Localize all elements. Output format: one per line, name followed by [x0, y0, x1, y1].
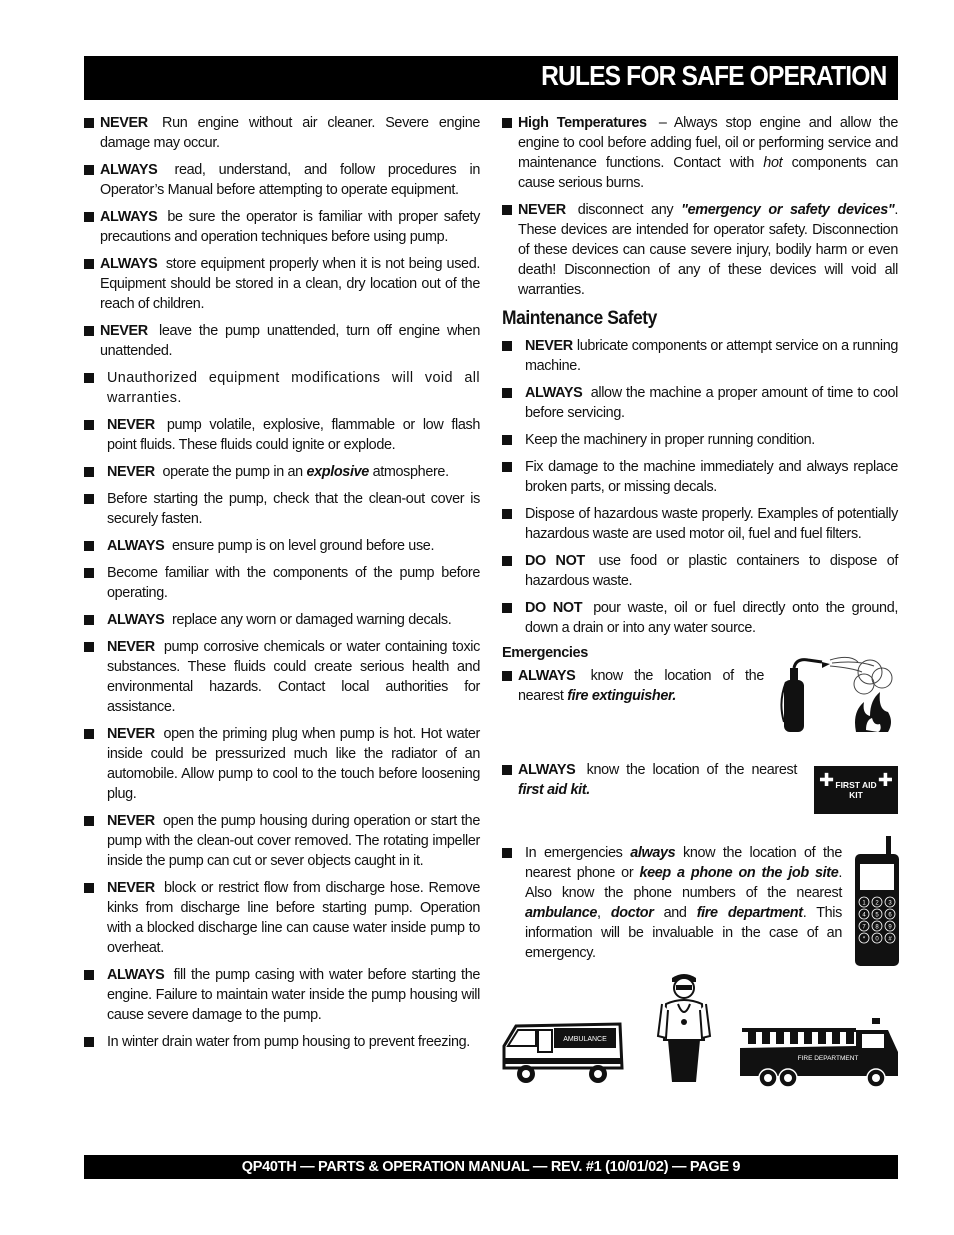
bullet-square-icon: [502, 556, 512, 566]
bullet-square-icon: [84, 212, 94, 222]
bullet-square-icon: [84, 326, 94, 336]
bullet-square-icon: [502, 671, 512, 681]
bullet-square-icon: [84, 816, 94, 826]
bullet-square-icon: [502, 848, 512, 858]
list-item: High Temperatures – Always stop engine and allow the engine to cool before adding fuel, oil or performing service and maintenance functions. Contact with hot components can cause serious burns.: [502, 113, 898, 193]
phone-key-label: 4: [862, 912, 866, 919]
ladder-rung: [790, 1032, 798, 1044]
phone-key-label: #: [888, 936, 892, 943]
list-item: ALWAYS allow the machine a proper amount of time to cool before servicing.: [502, 383, 898, 423]
bullet-square-icon: [502, 388, 512, 398]
list-item: ALWAYS ensure pump is on level ground before use.: [84, 536, 480, 556]
list-item: Fix damage to the machine immediately and always replace broken parts, or missing decals.: [502, 457, 898, 497]
list-item: NEVER block or restrict flow from discharge hose. Remove kinks from discharge line before starting pump. Operation with a blocked discharge line can cause water inside pump to overheat.: [84, 878, 480, 958]
phone-key-label: 3: [888, 900, 892, 907]
bullet-square-icon: [84, 642, 94, 652]
fire-truck-label: FIRE DEPARTMENT: [797, 1055, 859, 1062]
list-item: NEVER pump corrosive chemicals or water containing toxic substances. These fluids could create serious health and environmental hazards. Contact local authorities for assistance.: [84, 637, 480, 717]
ladder-rung: [776, 1032, 784, 1044]
list-item: ALWAYS read, understand, and follow procedures in Operator’s Manual before attempting to operate equipment.: [84, 160, 480, 200]
list-item: NEVER pump volatile, explosive, flammable or low flash point fluids. These fluids could ignite or explode.: [84, 415, 480, 455]
list-item: NEVER operate the pump in an explosive atmosphere.: [84, 462, 480, 482]
list-item: DO NOT use food or plastic containers to dispose of hazardous waste.: [502, 551, 898, 591]
extinguisher-item: ALWAYS know the location of the nearest fire extinguisher.: [502, 666, 764, 706]
maintenance-heading: Maintenance Safety: [502, 308, 657, 329]
ambulance-icon: [502, 1018, 626, 1086]
list-item: Before starting the pump, check that the clean-out cover is securely fasten.: [84, 489, 480, 529]
list-item: ALWAYS replace any worn or damaged warning decals.: [84, 610, 480, 630]
doctor-icon: [656, 970, 716, 1086]
page-title: RULES FOR SAFE OPERATION: [540, 60, 886, 91]
right-column: [502, 113, 898, 713]
phone-key-label: 0: [875, 936, 879, 943]
bullet-square-icon: [84, 165, 94, 175]
bullet-square-icon: [502, 509, 512, 519]
bullet-square-icon: [84, 420, 94, 430]
phone-key-label: 5: [875, 912, 879, 919]
bullet-square-icon: [502, 341, 512, 351]
list-item: NEVER open the priming plug when pump is hot. Hot water inside could be pressurized much like the radiator of an automobile. Allow pump to cool to the touch before loosening plug.: [84, 724, 480, 804]
bullet-square-icon: [502, 118, 512, 128]
list-item: DO NOT pour waste, oil or fuel directly onto the ground, down a drain or into any water source.: [502, 598, 898, 638]
title-bar: [84, 56, 898, 100]
bullet-square-icon: [84, 259, 94, 269]
footer: QP40TH — PARTS & OPERATION MANUAL — REV. #1 (10/01/02) — PAGE 9: [84, 1155, 898, 1179]
bullet-square-icon: [84, 118, 94, 128]
phone-item: In emergencies always know the location of the nearest phone or keep a phone on the job site. Also know the phone numbers of the nearest ambulance, doctor and fire department. This information will be invaluable in the case of an emergency.: [502, 843, 842, 963]
list-item: Dispose of hazardous waste properly. Examples of potentially hazardous waste are used motor oil, fuel and fuel filters.: [502, 504, 898, 544]
bullet-square-icon: [84, 883, 94, 893]
first-aid-item: ALWAYS know the location of the nearest first aid kit.: [502, 760, 797, 800]
bullet-square-icon: [84, 615, 94, 625]
list-item: ALWAYS fill the pump casing with water before starting the engine. Failure to maintain water inside the pump housing will cause severe damage to the pump.: [84, 965, 480, 1025]
list-item: NEVER disconnect any "emergency or safety devices". These devices are intended for operator safety. Disconnection of these devices can cause severe injury, bodily harm or even death! Disconnection of any of these devices will void all warranties.: [502, 200, 898, 300]
list-item: Unauthorized equipment modifications will void all warranties.: [84, 368, 480, 408]
ladder-rung: [762, 1032, 770, 1044]
ladder-rung: [846, 1032, 854, 1044]
phone-key-label: 2: [875, 900, 879, 907]
phone-key-label: 6: [888, 912, 892, 919]
list-item: NEVER lubricate components or attempt service on a running machine.: [502, 336, 898, 376]
phone-key-label: 9: [888, 924, 892, 931]
list-item: Become familiar with the components of the pump before operating.: [84, 563, 480, 603]
list-item: In winter drain water from pump housing to prevent freezing.: [84, 1032, 480, 1052]
bullet-square-icon: [502, 205, 512, 215]
list-item: Keep the machinery in proper running condition.: [502, 430, 898, 450]
bullet-square-icon: [84, 467, 94, 477]
ladder-rung: [804, 1032, 812, 1044]
bullet-square-icon: [84, 494, 94, 504]
fire-extinguisher-icon: [778, 652, 900, 736]
phone-icon: [852, 836, 902, 968]
bullet-square-icon: [502, 462, 512, 472]
ladder-rung: [832, 1032, 840, 1044]
list-item: NEVER Run engine without air cleaner. Severe engine damage may occur.: [84, 113, 480, 153]
left-column: [84, 113, 480, 1059]
bullet-square-icon: [84, 970, 94, 980]
ambulance-label: AMBULANCE: [563, 1036, 607, 1043]
fire-truck-icon: [738, 1014, 902, 1088]
list-item: ALWAYS be sure the operator is familiar with proper safety precautions and operation techniques before using pump.: [84, 207, 480, 247]
first-aid-kit-icon: ✚ FIRST AID KIT ✚: [814, 766, 898, 814]
list-item: ALWAYS store equipment properly when it is not being used. Equipment should be stored in a clean, dry location out of the reach of children.: [84, 254, 480, 314]
bullet-square-icon: [84, 373, 94, 383]
ladder-rung: [818, 1032, 826, 1044]
phone-key-label: 8: [875, 924, 879, 931]
bullet-square-icon: [84, 541, 94, 551]
phone-key-label: 1: [862, 900, 866, 907]
list-item: NEVER leave the pump unattended, turn off engine when unattended.: [84, 321, 480, 361]
emergencies-heading: Emergencies: [502, 645, 588, 661]
phone-key-label: *: [862, 936, 866, 943]
bullet-square-icon: [502, 603, 512, 613]
bullet-square-icon: [502, 765, 512, 775]
bullet-square-icon: [502, 435, 512, 445]
ladder-rung: [748, 1032, 756, 1044]
bullet-square-icon: [84, 568, 94, 578]
list-item: NEVER open the pump housing during operation or start the pump with the clean-out cover removed. The rotating impeller inside the pump can cut or sever objects caught in it.: [84, 811, 480, 871]
bullet-square-icon: [84, 729, 94, 739]
phone-key-label: 7: [862, 924, 866, 931]
bullet-square-icon: [84, 1037, 94, 1047]
